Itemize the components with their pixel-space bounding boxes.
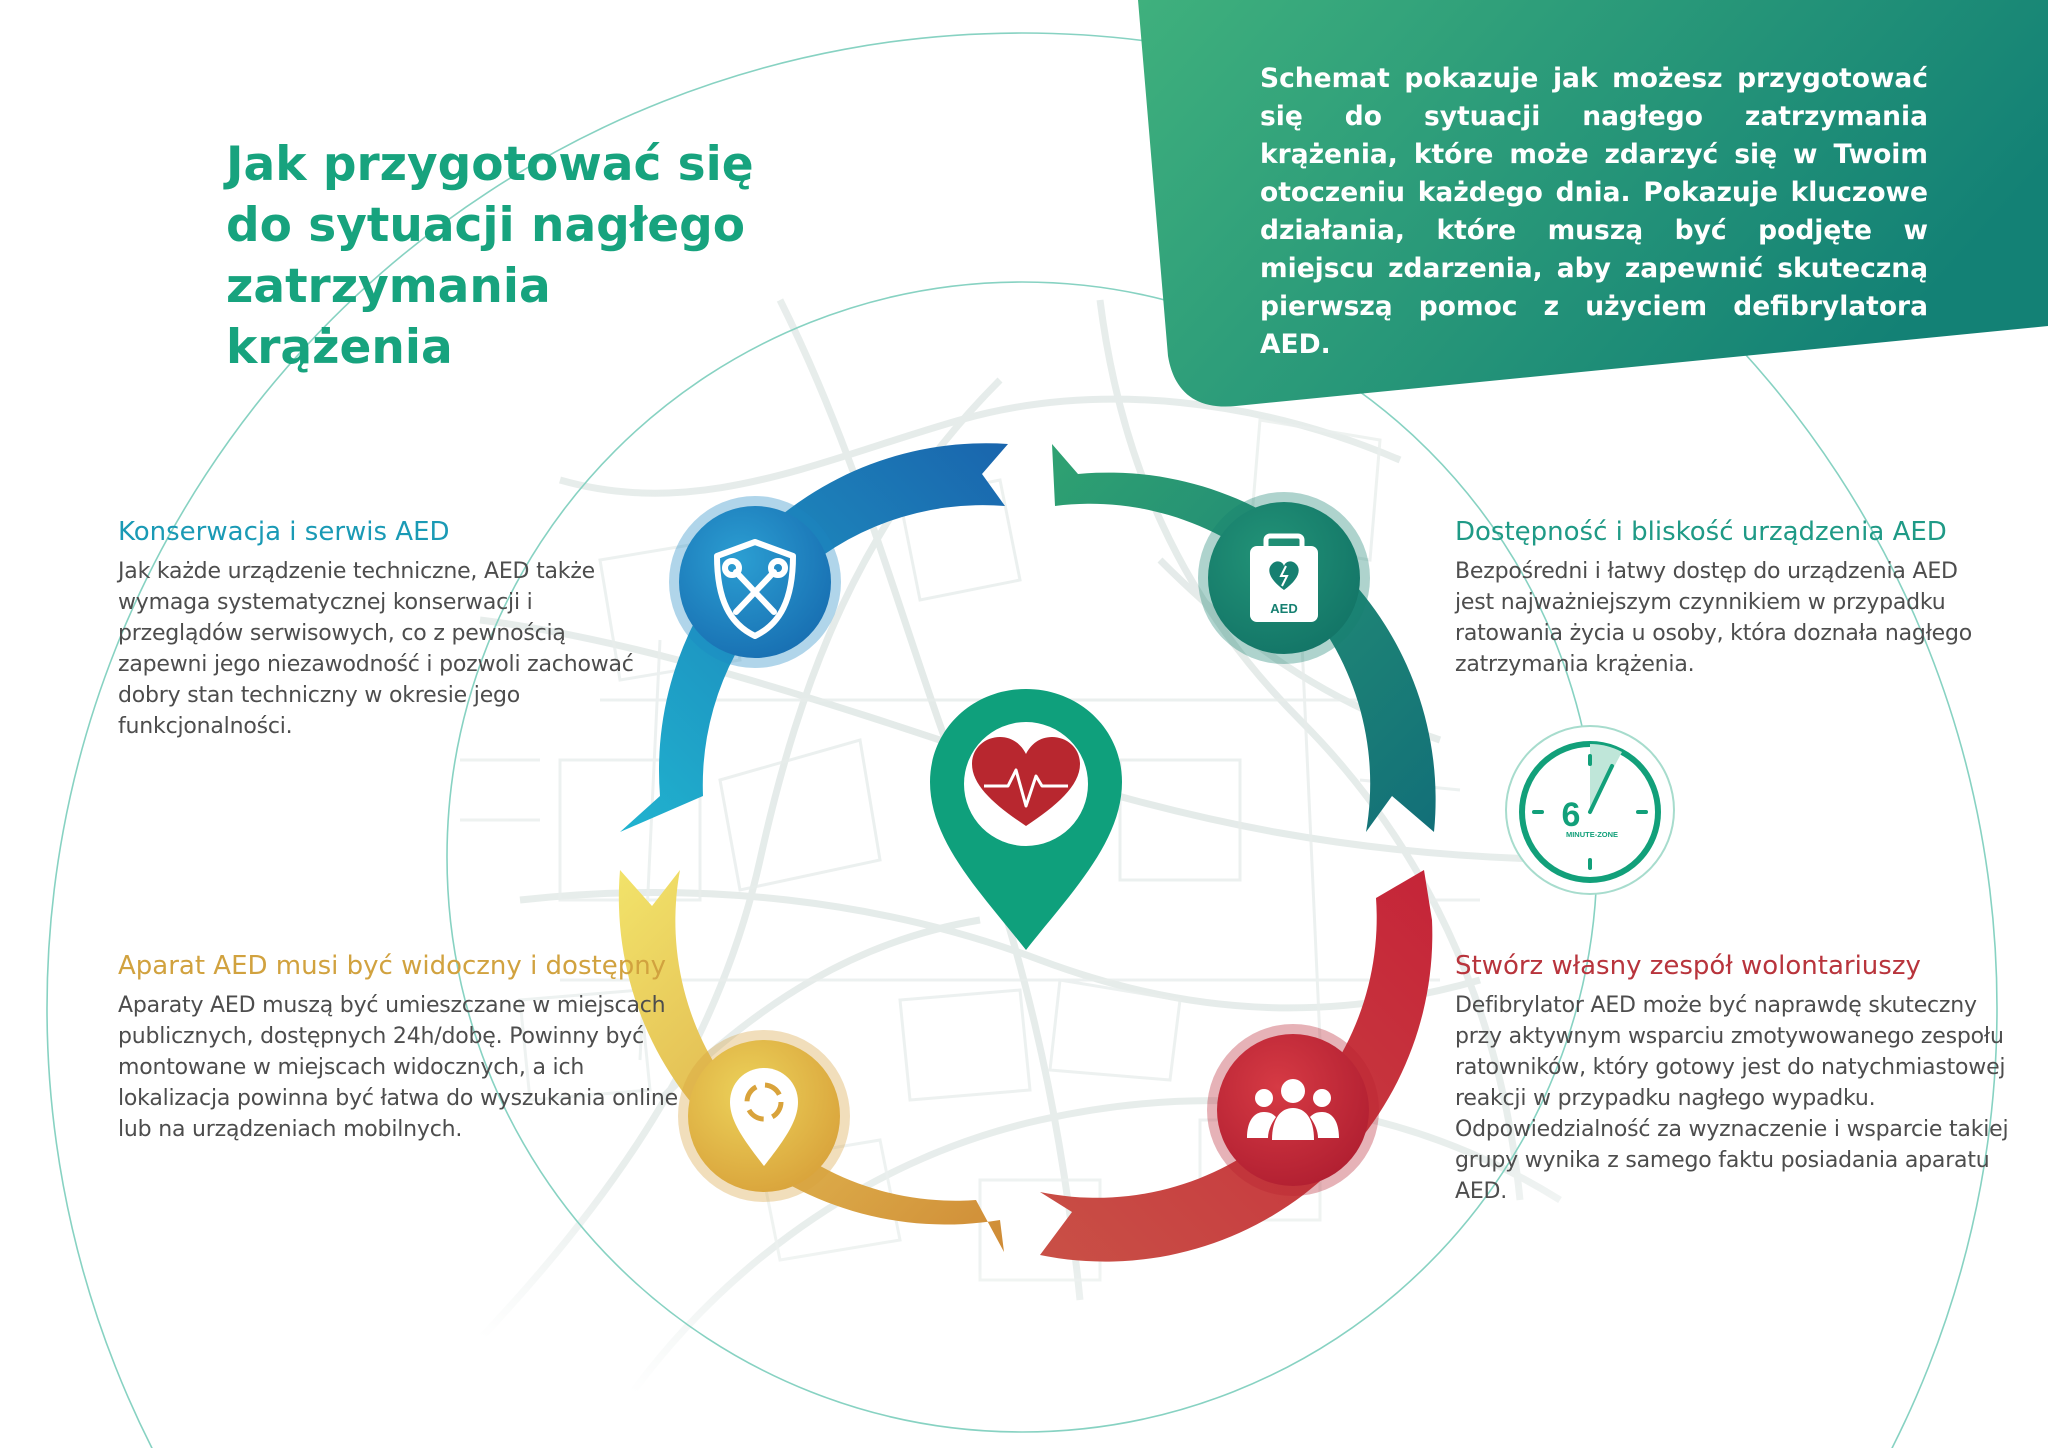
step-volunteers-heading: Stwórz własny zespół wolontariuszy [1455, 951, 1921, 981]
icon-circle-visibility [678, 1030, 850, 1202]
step-availability-heading: Dostępność i bliskość urządzenia AED [1455, 517, 1947, 547]
page-title: Jak przygotować się do sytuacji nagłego zatrzymania krążenia [226, 137, 754, 375]
aed-case-label: AED [1270, 601, 1298, 616]
step-maintenance-text: Jak każde urządzenie techniczne, AED także wymaga systematycznej konserwacji i przeglądów serwisowych, co z pewnością zapewni jego niezawodność i pozwoli zachować dobry stan techniczny w okresie jego funkcjonalności. [118, 559, 634, 739]
step-maintenance-heading: Konserwacja i serwis AED [118, 517, 450, 547]
icon-circle-availability [1198, 492, 1370, 664]
step-availability-text: Bezpośredni i łatwy dostęp do urządzenia AED jest najważniejszym czynnikiem w przypadku ratowania życia u osoby, która doznała nagłego zatrzymania krążenia. [1455, 559, 1973, 677]
stopwatch-icon [1506, 726, 1674, 894]
icon-circle-maintenance [669, 496, 841, 668]
step-maintenance [118, 514, 638, 742]
step-volunteers [1455, 948, 2015, 1207]
icon-circle-volunteers [1207, 1024, 1379, 1196]
step-visibility-heading: Aparat AED musi być widoczny i dostępny [118, 951, 667, 981]
clock-number: 6 [1561, 796, 1581, 834]
step-visibility [118, 948, 678, 1145]
step-availability [1455, 514, 2000, 680]
aed-case-icon [1250, 536, 1318, 622]
step-volunteers-text: Defibrylator AED może być naprawdę skuteczny przy aktywnym wsparciu zmotywowanego zespołu ratowników, który gotowy jest do natychmiastowej reakcji w przypadku nagłego wypadku. Odpowiedzialność za wyznaczenie i wsparcie takiej grupy wynika z samego faktu posiadania aparatu AED. [1455, 993, 2009, 1204]
intro-text: Schemat pokazuje jak możesz przygotować się do sytuacji nagłego zatrzymania krążenia, które może zdarzyć się w Twoim otoczeniu każdego dnia. Pokazuje kluczowe działania, które muszą być podjęte w miejscu zdarzenia, aby zapewnić skuteczną pierwszą pomoc z użyciem defibrylatora AED. [1260, 63, 1928, 360]
step-visibility-text: Aparaty AED muszą być umieszczane w miejscach publicznych, dostępnych 24h/dobę. Powinny być montowane w miejscach widocznych, a ich lokalizacja powinna być łatwa do wyszukania online lub na urządzeniach mobilnych. [118, 993, 678, 1142]
clock-label: MINUTE-ZONE [1565, 830, 1619, 839]
